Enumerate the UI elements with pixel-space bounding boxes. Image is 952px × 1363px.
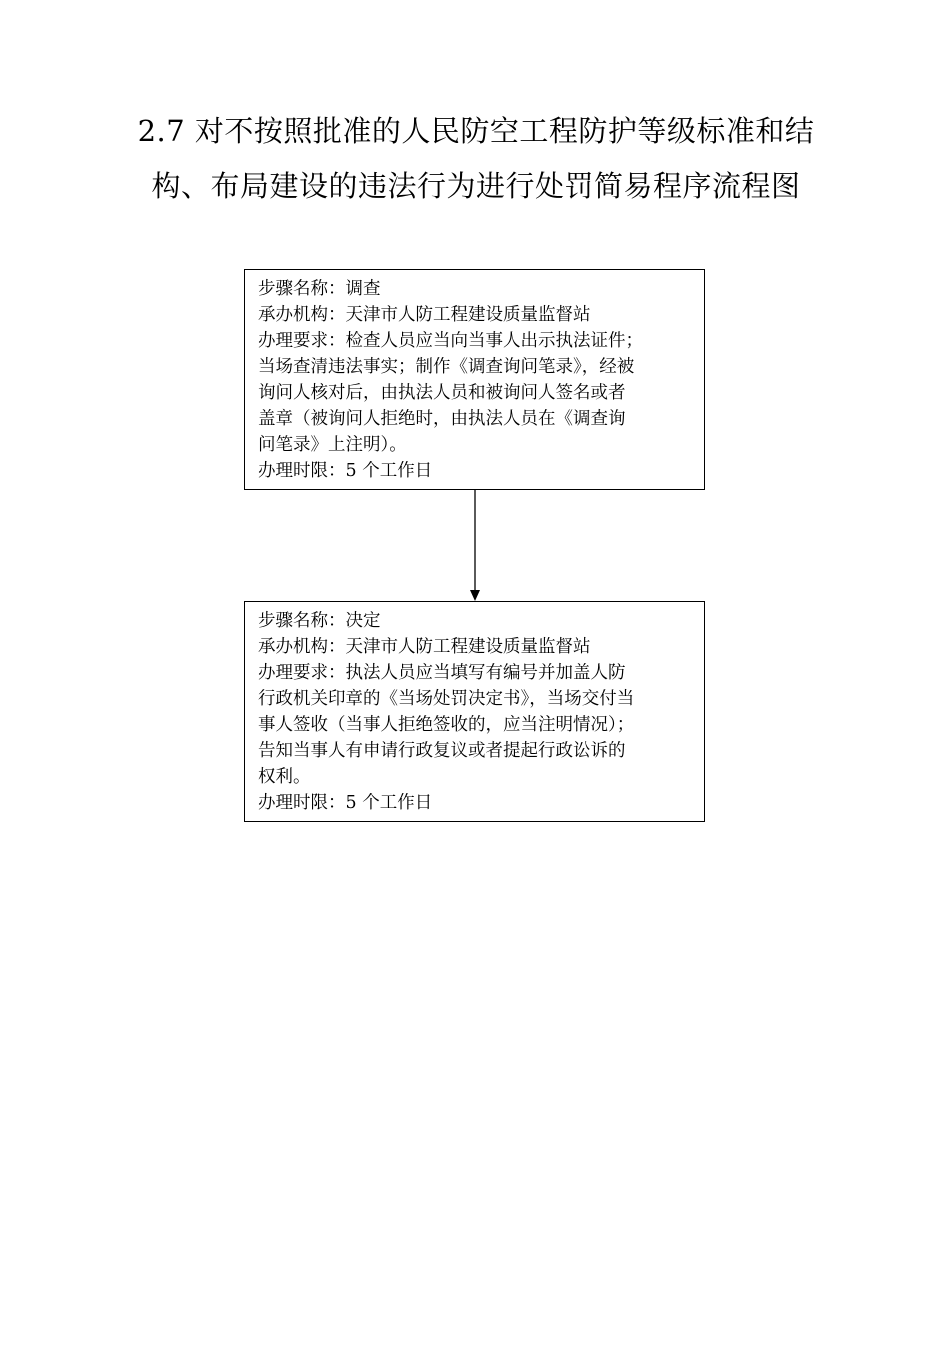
step-name: 步骤名称：调查 xyxy=(258,279,381,299)
step-box-decision xyxy=(244,601,705,822)
step-time-limit: 办理时限：5 个工作日 xyxy=(258,461,433,481)
title-line-1: 2.7 对不按照批准的人民防空工程防护等级标准和结 xyxy=(137,114,815,148)
step-requirement: 办理要求：执法人员应当填写有编号并加盖人防 行政机关印章的《当场处罚决定书》，当场交付当 事人签收（当事人拒绝签收的，应当注明情况）； 告知当事人有申请行政复议或者提起行政讼诉的 权利。 xyxy=(258,663,635,787)
step-time-limit: 办理时限：5 个工作日 xyxy=(258,793,433,813)
step-name: 步骤名称：决定 xyxy=(258,611,381,631)
step-requirement: 办理要求：检查人员应当向当事人出示执法证件； 当场查清违法事实；制作《调查询问笔录》，经被 询问人核对后，由执法人员和被询问人签名或者 盖章（被询问人拒绝时，由执法人员在《调查询 问笔录》上注明）。 xyxy=(258,331,643,455)
title-line-2: 构、布局建设的违法行为进行处罚简易程序流程图 xyxy=(151,169,801,203)
step-agency: 承办机构：天津市人防工程建设质量监督站 xyxy=(258,637,591,657)
step-agency: 承办机构：天津市人防工程建设质量监督站 xyxy=(258,305,591,325)
flow-arrow-head xyxy=(470,590,480,601)
